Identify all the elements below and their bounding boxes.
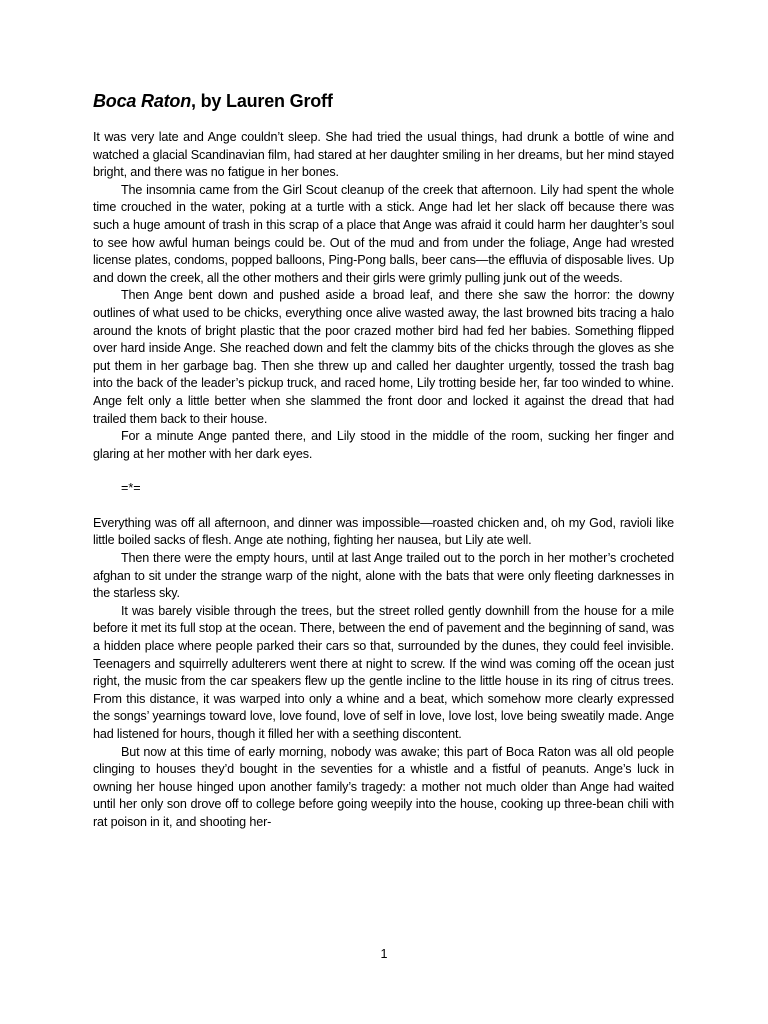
document-body [93,90,674,832]
paragraph: For a minute Ange panted there, and Lily stood in the middle of the room, sucking her finger and glaring at her mother with her dark eyes. [93,429,674,461]
document-title [93,90,674,112]
paragraph: But now at this time of early morning, nobody was awake; this part of Boca Raton was all old people clinging to houses they’d bought in the seventies for a whistle and a fistful of peanuts. Ange’s luck in owning her house hinged upon another family’s tragedy: a mother not much older than Ange had waited until her only son drove off to college before going weepily into the house, cooking up three-bean chili with rat poison in it, and shooting her- [93,744,674,829]
paragraph: It was barely visible through the trees, but the street rolled gently downhill from the house for a mile before it met its full stop at the ocean. There, between the end of pavement and the beginning of sand, was a hidden place where people parked their cars so that, surrounded by the dunes, they could feel invisible. Teenagers and squirrelly adulterers went there at night to screw. If the wind was coming off the ocean just right, the music from the car speakers flew up the gentle incline to the little house in its ring of citrus trees. From this distance, it was warped into only a whine and a beat, which somehow more clearly expressed the songs’ yearnings toward love, love found, love of self in love, love lost, love being sweatily made. Ange had listened for hours, though it filled her with a seething discontent. [93,603,674,741]
page-number: 1 [380,947,388,961]
paragraph: Then there were the empty hours, until at last Ange trailed out to the porch in her mother’s crocheted afghan to sit under the strange warp of the night, alone with the bats that were only fleeting darknesses in the starless sky. [93,551,674,601]
title-author: , by Lauren Groff [191,91,333,111]
title-work-name: Boca Raton [93,91,192,111]
section-separator: =*= [121,481,141,496]
paragraph: Everything was off all afternoon, and dinner was impossible—roasted chicken and, oh my God, ravioli like little boiled sacks of flesh. Ange ate nothing, fighting her nausea, but Lily ate well. [93,515,674,548]
paragraph: It was very late and Ange couldn’t sleep. She had tried the usual things, had drunk a bottle of wine and watched a glacial Scandinavian film, had stared at her daughter smiling in her dreams, but her mind stayed bright, and there was no fatigue in her bones. [93,130,674,180]
paragraph: Then Ange bent down and pushed aside a broad leaf, and there she saw the horror: the downy outlines of what used to be chicks, everything once alive wasted away, the last browned bits tracing a halo around the knots of bright plastic that the poor crazed mother bird had fed her babies. Something flipped over hard inside Ange. She reached down and felt the clammy bits of the chicks through the gloves as she put them in her garbage bag. Then she threw up and called her daughter urgently, tossed the trash bag into the back of the leader’s pickup truck, and raced home, Lily trotting beside her, far too winded to whine. Ange felt only a little better when she slammed the front door and locked it against the dread that had trailed them back to their house. [93,288,674,426]
paragraph: The insomnia came from the Girl Scout cleanup of the creek that afternoon. Lily had spent the whole time crouched in the water, poking at a turtle with a stick. Ange had let her slack off because there was such a huge amount of trash in this scrap of a place that Ange was afraid it could harm her daughter’s soul to see how awful human beings could be. Out of the mud and from under the foliage, Ange had wrested license plates, condoms, popped balloons, Ping-Pong balls, beer cans—the effluvia of disposable lives. Up and down the creek, all the other mothers and their girls were grimly pulling junk out of the weeds. [93,182,674,285]
